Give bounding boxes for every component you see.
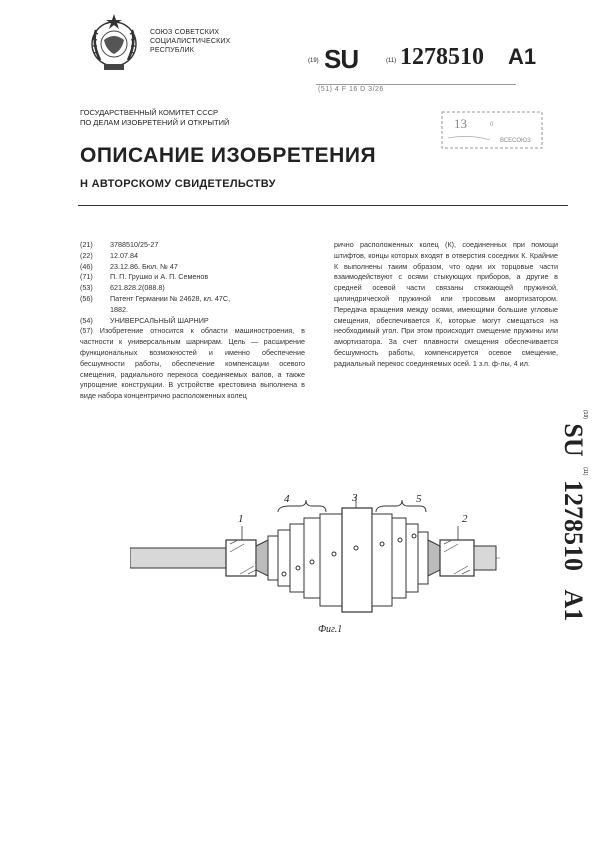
ring <box>418 532 428 584</box>
ring <box>304 518 320 598</box>
ussr-emblem-icon <box>82 10 146 74</box>
label-3: 3 <box>352 492 358 505</box>
ring <box>406 524 418 592</box>
abstract-left: (57) Изобретение относится к области машиностроения, в частности к универсальным шарнирам. Цель — расширение функциональных возможностей и именно обеспечение бесшумности работы, обеспечение компенсации осевого смещения, радиального перекоса соединяемых валов, а также упрощение конструкции. В устройстве крестовина выполнена в виде набора концентрично расположенных колец <box>80 326 305 401</box>
ipc-divider <box>316 84 516 85</box>
kind-code: A1 <box>508 44 537 69</box>
vertical-kind: A1 <box>559 589 588 622</box>
header-rule <box>78 205 568 206</box>
right-shaft-stub <box>474 546 496 570</box>
left-shaft <box>130 548 226 568</box>
inid-19: (19) <box>308 58 319 64</box>
biblio-row: (54) УНИВЕРСАЛЬНЫЙ ШАРНИР <box>80 315 209 325</box>
biblio-row: (71) П. П. Грушко и А. П. Семенов <box>80 272 209 282</box>
ring <box>268 536 278 580</box>
label-1: 1 <box>238 513 244 525</box>
right-column <box>334 240 558 370</box>
biblio-row: (53) 621.828.2(088.8) <box>80 283 165 293</box>
abstract-right: рично расположенных колец (К), соединенных при помощи штифтов, концы которых входят в отверстия соседних К. Крайние К выполнены таким образом, что одни их торцовые части взаимодействуют с осями стыкующих приборов, а другие в средней осевой части связаны стяжающей пружиной, цилиндрической пружиной или тросовым амортизатором. Передача вращения между осями, имеющими большие угловые смещения, обеспечивается К, которые могут смещаться на необходимый угол. При этом происходит смещение пружины или амортизатора. За счет плавности смещения обеспечивается бесшумность работы, компенсируется осевое смещение, радиальный перекос соединяемых осей. 1 з.п. ф-лы, 4 ил. <box>334 240 558 368</box>
label-2: 2 <box>462 513 468 525</box>
vertical-inid-11: (11) <box>582 467 588 476</box>
country-code: SU <box>324 44 359 74</box>
vertical-country: SU <box>559 423 588 457</box>
svg-text:ВСЕСОЮЗ: ВСЕСОЮЗ <box>500 138 531 144</box>
biblio-row: 1882. <box>110 304 128 314</box>
vertical-number: 1278510 <box>559 480 588 572</box>
svg-text:13: 13 <box>454 116 467 131</box>
biblio-row: (46) 23.12.86. Бюл. № 47 <box>80 261 178 271</box>
publication-number-line <box>300 44 560 74</box>
patent-number: 1278510 <box>400 44 484 70</box>
ring <box>278 530 290 586</box>
label-4: 4 <box>284 493 290 505</box>
committee-line-2: ПО ДЕЛАМ ИЗОБРЕТЕНИЙ И ОТКРЫТИЙ <box>80 118 230 127</box>
vertical-publication-number <box>548 410 596 670</box>
vertical-inid-19: (19) <box>582 410 588 419</box>
ring <box>392 518 406 598</box>
union-name <box>150 28 231 55</box>
committee-name <box>80 108 229 128</box>
document-title: ОПИСАНИЕ ИЗОБРЕТЕНИЯ <box>80 144 377 167</box>
library-stamp-icon <box>440 108 546 152</box>
left-column <box>80 240 305 402</box>
ring <box>290 524 304 592</box>
ring-center <box>342 508 372 612</box>
label-5: 5 <box>416 493 422 505</box>
svg-text:0: 0 <box>490 122 494 128</box>
ipc-classification: (51) 4 F 16 D 3/26 <box>318 86 384 93</box>
union-line-2: СОЦИАЛИСТИЧЕСКИХ <box>150 38 231 45</box>
biblio-row: (56) Патент Германии № 24628, кл. 47С, <box>80 293 231 303</box>
joint-drawing <box>130 490 500 620</box>
union-line-3: РЕСПУБЛИК <box>150 47 194 54</box>
biblio-row: (21) 3788510/25-27 <box>80 240 159 249</box>
figure-caption: Фиг.1 <box>318 624 343 635</box>
document-subtitle: Н АВТОРСКОМУ СВИДЕТЕЛЬСТВУ <box>80 178 276 190</box>
biblio-row: (22) 12.07.84 <box>80 250 138 260</box>
committee-line-1: ГОСУДАРСТВЕННЫЙ КОМИТЕТ СССР <box>80 108 219 117</box>
inid-11: (11) <box>386 58 397 64</box>
union-line-1: СОЮЗ СОВЕТСКИХ <box>150 29 220 36</box>
ring <box>320 514 342 606</box>
ring <box>372 514 392 606</box>
